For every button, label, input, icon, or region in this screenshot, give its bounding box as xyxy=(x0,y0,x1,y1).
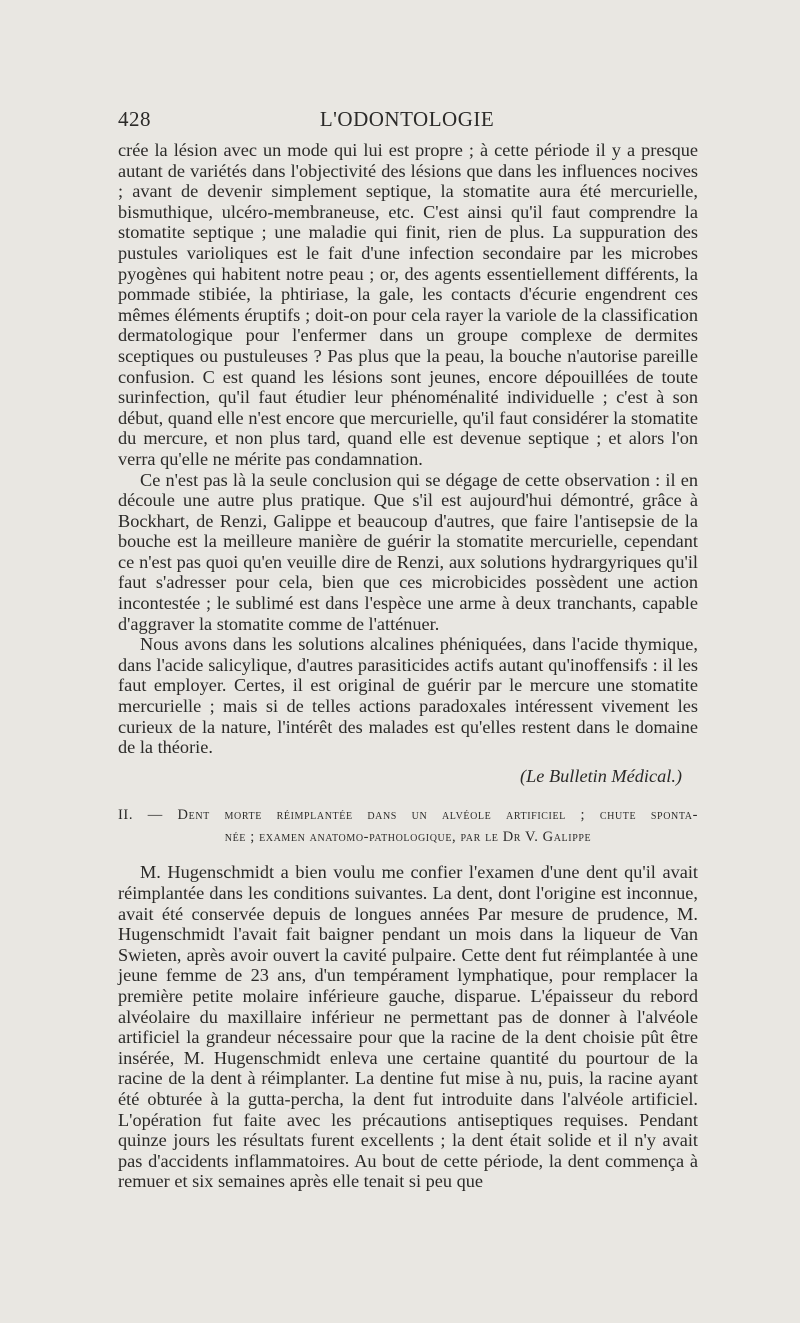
section-title-line-2: née ; examen anatomo-pathologique, par le Dr V. Galippe xyxy=(224,829,592,846)
section-title xyxy=(118,804,698,848)
source-citation: (Le Bulletin Médical.) xyxy=(520,765,682,786)
paragraph-2: Ce n'est pas là la seule conclusion qui se dégage de cette observation : il en découle une autre plus pratique. Que s'il est aujourd'hui démontré, grâce à Bockhart, de Renzi, Galippe et beaucoup d'autres, que faire l'antisepsie de la bouche est la meilleure manière de guérir la stomatite mercurielle, cependant ce n'est pas quoi qu'en veuille dire de Renzi, aux solutions hydrargyriques qu'il faut s'adresser pour cela, bien que ces microbicides possèdent une action incontestée ; le sublimé est dans l'espèce une arme à deux tranchants, capable d'aggraver la stomatite comme de l'atténuer. xyxy=(118,469,698,634)
running-header xyxy=(118,107,696,135)
paragraph-3: Nous avons dans les solutions alcalines phéniquées, dans l'acide thymique, dans l'acide salicylique, d'autres parasiticides actifs autant qu'inoffensifs : il les faut employer. Certes, il est original de guérir par le mercure une stomatite mercurielle ; mais si de telles actions paradoxales intéressent vivement les curieux de la nature, l'intérêt des malades est qu'elles restent dans le domaine de la théorie. xyxy=(118,634,698,758)
running-title: L'ODONTOLOGIE xyxy=(319,107,495,131)
section-paragraph: M. Hugenschmidt a bien voulu me confier l'examen d'une dent qu'il avait réimplantée dans les conditions suivantes. La dent, dont l'origine est inconnue, avait été conservée depuis de longues années Par mesure de prudence, M. Hugenschmidt l'avait fait baigner pendant un mois dans la liqueur de Van Swieten, après avoir ouvert la cavité pulpaire. Cette dent fut réimplantée à une jeune femme de 23 ans, d'un tempérament lymphatique, pour remplacer la première petite molaire inférieure gauche, disparue. L'épaisseur du rebord alvéolaire du maxillaire inférieur ne permettant pas de donner à l'alvéole artificiel la grandeur nécessaire pour que la racine de la dent choisie pût être insérée, M. Hugenschmidt enleva une certaine quantité du pourtour de la racine de la dent à réimplanter. La dentine fut mise à nu, puis, la racine ayant été obturée à la gutta-percha, la dent fut introduite dans l'alvéole artificiel. L'opération fut faite avec les précautions antiseptiques requises. Pendant quinze jours les résultats furent excellents ; la dent était solide et il n'y avait pas d'accidents inflammatoires. Au bout de cette période, la dent commença à remuer et six semaines après elle tenait si peu que xyxy=(118,862,698,1192)
section-title-line-1: II. — Dent morte réimplantée dans un alvéole artificiel ; chute sponta- xyxy=(118,807,698,824)
body-text xyxy=(118,140,698,1192)
page-number: 428 xyxy=(118,107,151,131)
paragraph-1: crée la lésion avec un mode qui lui est propre ; à cette période il y a presque autant de variétés dans l'objectivité des lésions que dans les influences nocives ; avant de devenir simplement septique, la stomatite aura été mercurielle, bismuthique, ulcéro-membraneuse, etc. C'est ainsi qu'il faut comprendre la stomatite septique ; une maladie qui finit, rien de plus. La suppuration des pustules varioliques est le fait d'une infection secondaire par les microbes pyogènes qui habitent notre peau ; or, des agents essentiellement différents, la pommade stibiée, la phtiriase, la gale, les contacts d'écurie engendrent ces mêmes éléments éruptifs ; doit-on pour cela rayer la variole de la classification dermatologique pour l'enfermer dans un groupe complexe de dermites sceptiques ou pustuleuses ? Pas plus que la peau, la bouche n'autorise pareille confusion. C est quand les lésions sont jeunes, encore dépouillées de toute surinfection, qu'il faut étudier leur phénoménalité individuelle ; c'est à son début, quand elle n'est encore que mercurielle, qu'il faut considérer la stomatite du mercure, et non plus tard, quand elle est devenue septique ; et alors l'on verra qu'elle ne mérite pas condamnation. xyxy=(118,140,698,469)
